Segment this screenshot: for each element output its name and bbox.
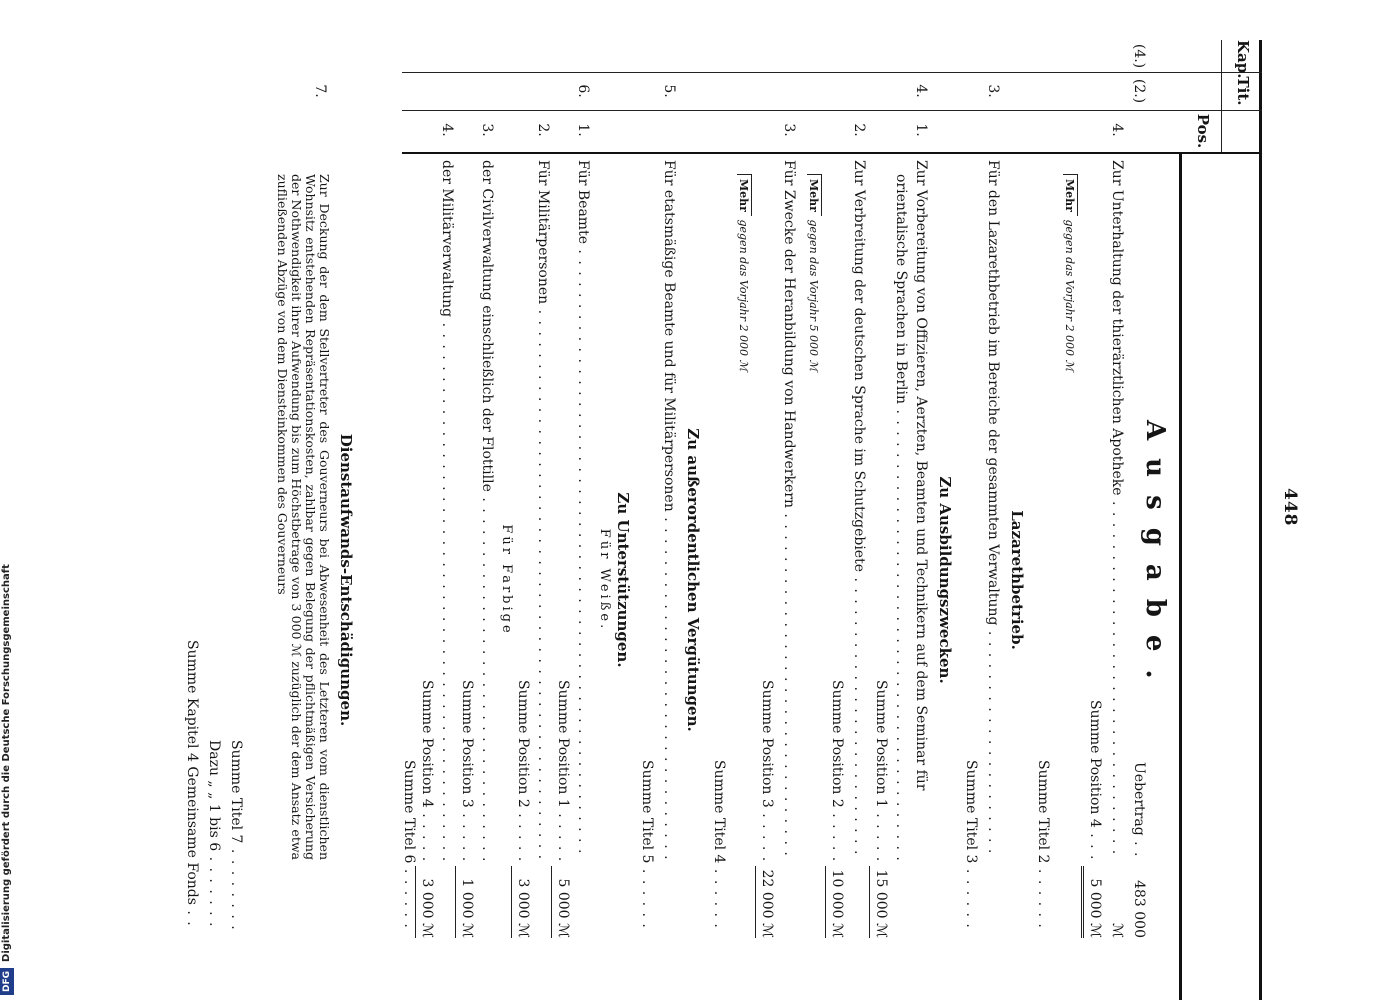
- subsection-heading: Für Farbige: [499, 524, 514, 636]
- sum-label: Dazu „ „ 1 bis 6 . . .: [203, 740, 225, 930]
- header-pos: Pos.: [1194, 113, 1212, 149]
- inner-amount: 483 000 ℳ: [1109, 880, 1147, 938]
- pos-number: 2.: [851, 123, 867, 137]
- change-note: [807, 174, 822, 371]
- table-row: [826, 40, 848, 1000]
- sum-label: Summe Position 3 . . .: [756, 680, 778, 860]
- item-text: Zur Verbreitung der deutschen Sprache im Schutzgebiete . . .: [848, 160, 870, 860]
- table-row: [848, 40, 870, 1000]
- table-row: [910, 40, 932, 1000]
- table-row: [512, 40, 534, 1000]
- tit-number: 3.: [985, 84, 1001, 98]
- table-row: [398, 40, 420, 1000]
- pos-number: 4.: [439, 123, 455, 137]
- inner-amount: 5 000 ℳ: [551, 866, 574, 938]
- header-tit: Tit.: [1234, 76, 1252, 106]
- tit-number: 6.: [575, 84, 591, 98]
- sum-label: Summe Kapitel 4 Gemeinsame Fonds . . .: [181, 640, 203, 930]
- item-text: Zur Vorbereitung von Offizieren, Aerzten, Beamten und Technikern auf dem Seminar für: [913, 160, 929, 791]
- sum-label: Summe Position 1 . . .: [552, 680, 574, 860]
- table-row: [251, 40, 331, 1000]
- note-text: gegen das Vorjahr 5 000 ℳ: [807, 219, 820, 372]
- table-row: [1084, 40, 1106, 1000]
- note-box: Mehr: [807, 174, 822, 216]
- tit-number: 4.: [913, 84, 929, 98]
- header-kap: Kap.: [1234, 40, 1252, 79]
- change-note: [737, 174, 752, 371]
- sum-label: Summe Position 2 . . .: [826, 680, 848, 860]
- pos-number: 1.: [913, 123, 929, 137]
- item-paragraph: Zur Deckung der dem Stellvertreter des Gouverneurs bei Abwesenheit des Letzteren vom dienstlichen Wohnsitz entstehenden Repräsentationskosten, zahlbar gegen Belegung der pflichtmäßigen Versicherung der Nothwendigkeit ihrer Aufwendung bis zum Höchstbetrage von 3 000 ℳ zuzüglich der dem Ansatz etwa zufließenden Abzüge von dem Diensteinkommen des Gouverneurs: [275, 174, 332, 860]
- inner-amount: 3 000 ℳ: [415, 866, 438, 938]
- item-text: der Militärverwaltung . . .: [436, 160, 458, 860]
- inner-amount: 5 000 ℳ: [1081, 866, 1106, 938]
- document-heading: Ausgabe.: [1140, 420, 1170, 697]
- note-text: gegen das Vorjahr 2 000 ℳ: [737, 219, 750, 372]
- sum-label: Summe Titel 6 . . .: [398, 760, 420, 930]
- section-heading: Zu Unterstützungen.: [614, 492, 632, 668]
- table-row: [203, 40, 225, 1000]
- inner-amount: 15 000 ℳ: [869, 866, 892, 938]
- sum-label: Summe Position 4 . . .: [416, 680, 438, 860]
- change-note: [1063, 174, 1078, 371]
- table-row: [436, 40, 458, 1000]
- table-row: [1032, 40, 1054, 1000]
- table-row: [778, 40, 800, 1000]
- sum-label: Summe Position 4 . . .: [1084, 700, 1106, 860]
- sum-label: Summe Position 3 . . .: [456, 680, 478, 860]
- credit-text: Digitalisierung gefördert durch die Deutsche Forschungsgemeinschaft: [1, 564, 12, 962]
- table-row: [636, 40, 658, 1000]
- item-text: Für etatsmäßige Beamte und für Militärpersonen . . .: [658, 160, 680, 860]
- section-heading: Dienstaufwands-Entschädigungen.: [337, 433, 355, 727]
- sum-label: Summe Titel 4 . . .: [708, 760, 730, 930]
- table-row: [552, 40, 574, 1000]
- tit-number: (2.): [1131, 78, 1147, 104]
- table-row: [982, 40, 1004, 1000]
- pos-number: 4.: [1109, 123, 1125, 137]
- item-text: Für Beamte . . .: [572, 160, 594, 860]
- table-top-rule: [1259, 40, 1262, 1000]
- page-number: 448: [1280, 488, 1300, 527]
- table-row: [1106, 40, 1128, 1000]
- dfg-logo: DFG: [0, 968, 14, 995]
- sum-label: Summe Position 1 . . .: [870, 680, 892, 860]
- header-left-rule: [1221, 40, 1222, 152]
- sum-label: Summe Titel 3 . . .: [960, 760, 982, 930]
- tit-number: 7.: [312, 84, 328, 98]
- table-row: [532, 40, 554, 1000]
- document-sheet-tail: [95, 40, 355, 950]
- tit-number: 5.: [661, 84, 677, 98]
- inner-amount: 1 000 ℳ: [455, 866, 478, 938]
- item-text: Zur Unterhaltung der thierärztlichen Apotheke . . .: [1106, 160, 1128, 860]
- section-heading: Zu außerordentlichen Vergütungen.: [684, 428, 702, 732]
- sum-label: Summe Titel 2 . . .: [1032, 760, 1054, 930]
- table-row: [456, 40, 478, 1000]
- pos-number: 3.: [781, 123, 797, 137]
- inner-amount: 3 000 ℳ: [511, 866, 534, 938]
- kap-number: (4.): [1131, 43, 1147, 69]
- item-text: der Civilverwaltung einschließlich der Flottille . . .: [476, 160, 498, 860]
- table-row: [225, 40, 247, 1000]
- pos-number: 1.: [575, 123, 591, 137]
- table-row: [708, 40, 730, 1000]
- digitization-credit: [0, 564, 16, 995]
- section-heading: Lazarethbetrieb.: [1008, 510, 1026, 650]
- header-bottom-rule: [1179, 152, 1182, 1000]
- table-row: [476, 40, 498, 1000]
- carry-over-label: Uebertrag . . .: [1128, 762, 1150, 860]
- sum-label: Summe Position 2 . . .: [512, 680, 534, 860]
- credit-text-wrapper: [0, 564, 14, 995]
- table-row: [756, 40, 778, 1000]
- item-text: Für Militärpersonen . . .: [532, 160, 554, 860]
- pos-number: 2.: [535, 123, 551, 137]
- inner-amount: 10 000 ℳ: [825, 866, 848, 938]
- table-row: [572, 40, 594, 1000]
- pos-number: 3.: [479, 123, 495, 137]
- table-row: [181, 40, 203, 1000]
- section-heading: Zu Ausbildungszwecken.: [936, 476, 954, 684]
- subsection-heading: Für Weiße.: [597, 528, 612, 632]
- table-row: [658, 40, 680, 1000]
- inner-amount: 22 000 ℳ: [755, 866, 778, 938]
- note-text: gegen das Vorjahr 2 000 ℳ: [1063, 219, 1076, 372]
- note-box: Mehr: [1063, 174, 1078, 216]
- table-row: [870, 40, 892, 1000]
- note-box: Mehr: [737, 174, 752, 216]
- sum-label: Summe Titel 5 . . .: [636, 760, 658, 930]
- item-text: Für den Lazarethbetrieb im Bereiche der gesammten Verwaltung . . .: [982, 160, 1004, 860]
- item-text-continued: orientalische Sprachen in Berlin . . .: [890, 174, 912, 860]
- item-text: Für Zwecke der Heranbildung von Handwerkern . . .: [778, 160, 800, 860]
- table-row: [960, 40, 982, 1000]
- sum-label: Summe Titel 7 . . .: [225, 740, 247, 930]
- table-row: [890, 40, 912, 1000]
